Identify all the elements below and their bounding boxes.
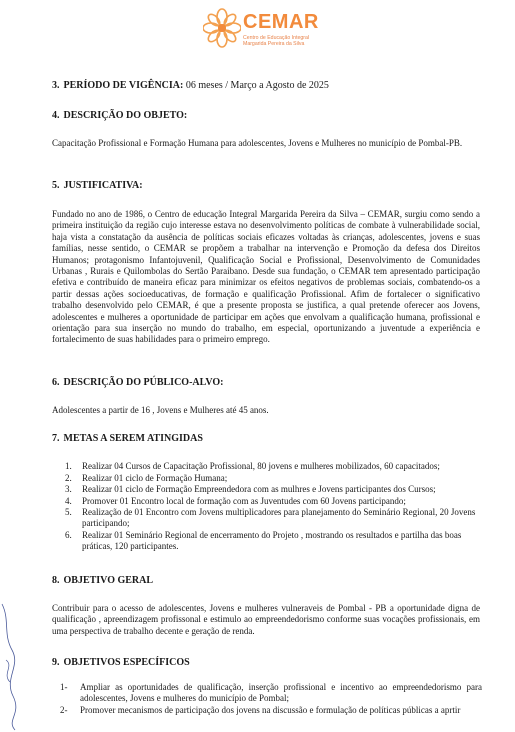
section-3-number: 3. xyxy=(52,80,60,91)
section-7-heading xyxy=(52,433,203,444)
section-6-title: DESCRIÇÃO DO PÚBLICO-ALVO: xyxy=(63,377,224,388)
goal-text: Realização de 01 Encontro com Jovens multiplicadores para planejamento do Seminário Regional, 20 Jovens participando; xyxy=(82,507,476,528)
section-9-title: OBJETIVOS ESPECÍFICOS xyxy=(63,657,190,668)
section-3-value: 06 meses / Março a Agosto de 2025 xyxy=(185,80,329,91)
goal-text: Realizar 04 Cursos de Capacitação Profissional, 80 jovens e mulheres mobilizados, 60 capacitados; xyxy=(82,461,440,471)
goal-number: 1. xyxy=(65,461,72,471)
section-5-number: 5. xyxy=(52,180,60,191)
section-5-text: Fundado no ano de 1986, o Centro de educação Integral Margarida Pereira da Silva – CEMAR, surgiu como sendo a primeira instituição da região cujo interesse estava no desenvolvimento políticas de combate à vulnerabilidade social, haja vista a constatação da ausência de políticas sociais eficazes voltadas às crianças, adolescentes, jovens e suas famílias, nesse sentido, o CEMAR se propõem a trabalhar na intervenção e Promoção da defesa dos Direitos Humanos; protagonismo Infantojuvenil, Qualificação Social e Profissional, Desenvolvimento de Comunidades Urbanas , Rurais e Quilombolas do Sertão Paraibano. Desde sua fundação, o CEMAR tem apresentado participação efetiva e contribuído de maneira eficaz para minimizar os efeitos negativos de problemas sociais, combatendo-os a partir dessas ações socioeducativas, de formação e qualificação Profissional. Afim de fortalecer o significativo trabalho desenvolvido pelo CEMAR, é que a presente proposta se justifica, a qual pretende oferecer aos Jovens, adolescentes e mulheres a oportunidade de participar em ações que envolvam a qualificação humana, profissional e orientação para sua inserção no mundo do trabalho, em especial, oportunizando a juventude a experiência e fortalecimento de suas habilidades para o primeiro emprego. xyxy=(52,209,480,345)
goal-item xyxy=(52,484,482,495)
goal-item xyxy=(52,473,482,484)
section-5-heading xyxy=(52,180,143,191)
goal-item xyxy=(52,530,482,552)
section-8-text: Contribuir para o acesso de adolescentes, Jovens e mulheres vulneraveis de Pombal - PB a oportunidade digna de qualificação , apreendizagem profissonal e estimulo ao empreendedorismo conforme suas vocações profissionais, em uma perspectiva de trabalho decente e geração de renda. xyxy=(52,603,480,636)
section-4-text: Capacitação Profissional e Formação Humana para adolescentes, Jovens e Mulheres no município de Pombal-PB. xyxy=(52,138,463,148)
cemar-logo xyxy=(203,8,343,52)
section-5-title: JUSTIFICATIVA: xyxy=(63,180,143,191)
section-6-heading xyxy=(52,377,224,388)
section-3-heading xyxy=(52,80,329,91)
section-4-title: DESCRIÇÃO DO OBJETO: xyxy=(63,110,188,121)
section-6-text: Adolescentes a partir de 16 , Jovens e Mulheres até 45 anos. xyxy=(52,405,269,415)
objective-text: Ampliar as oportunidades de qualificação, inserção profissional e incentivo ao empreendedorismo para adolescentes, Jovens e mulheres do município de Pombal; xyxy=(80,682,482,704)
goal-text: Realizar 01 ciclo de Formação Empreendedora com as mulhres e Jovens participantes dos Cursos; xyxy=(82,484,436,494)
goal-number: 2. xyxy=(65,472,72,483)
section-8-heading xyxy=(52,575,153,586)
section-9-heading xyxy=(52,657,190,668)
flower-logo-icon xyxy=(203,8,241,48)
section-3-title: PERÍODO DE VIGÊNCIA: xyxy=(63,80,184,91)
specific-objectives-list xyxy=(52,682,482,717)
signature-mark xyxy=(0,600,18,732)
goal-item xyxy=(52,461,482,472)
goal-text: Realizar 01 ciclo de Formação Humana; xyxy=(82,472,228,483)
goal-item xyxy=(52,507,482,529)
goal-number: 4. xyxy=(65,495,72,506)
objective-item xyxy=(52,705,482,716)
logo-name: CEMAR xyxy=(243,11,319,33)
section-4-heading xyxy=(52,110,187,121)
section-4-number: 4. xyxy=(52,110,60,121)
goal-number: 3. xyxy=(65,484,72,494)
objective-number: 2- xyxy=(60,704,68,715)
section-7-number: 7. xyxy=(52,433,60,444)
section-8-number: 8. xyxy=(52,575,60,586)
section-7-title: METAS A SEREM ATINGIDAS xyxy=(63,433,203,444)
goals-list xyxy=(52,461,482,552)
logo-subtitle-line2: Margarida Pereira da Silva xyxy=(243,41,305,47)
goal-item xyxy=(52,496,482,507)
section-9-number: 9. xyxy=(52,657,60,668)
goal-number: 6. xyxy=(65,529,72,540)
goal-number: 5. xyxy=(65,507,72,517)
goal-text: Realizar 01 Seminário Regional de encerramento do Projeto , mostrando os resultados e partilha das boas práticas, 120 participantes. xyxy=(82,529,462,551)
goal-text: Promover 01 Encontro local de formação com as Juventudes com 60 Jovens participando; xyxy=(82,495,406,506)
objective-item xyxy=(52,682,482,704)
section-6-number: 6. xyxy=(52,377,60,388)
section-8-title: OBJETIVO GERAL xyxy=(63,575,154,586)
objective-number: 1- xyxy=(60,682,68,692)
logo-subtitle-line1: Centro de Educação Integral xyxy=(243,35,310,41)
objective-text: Promover mecanismos de participação dos jovens na discussão e formulação de políticas públicas a aprtir xyxy=(80,704,461,715)
